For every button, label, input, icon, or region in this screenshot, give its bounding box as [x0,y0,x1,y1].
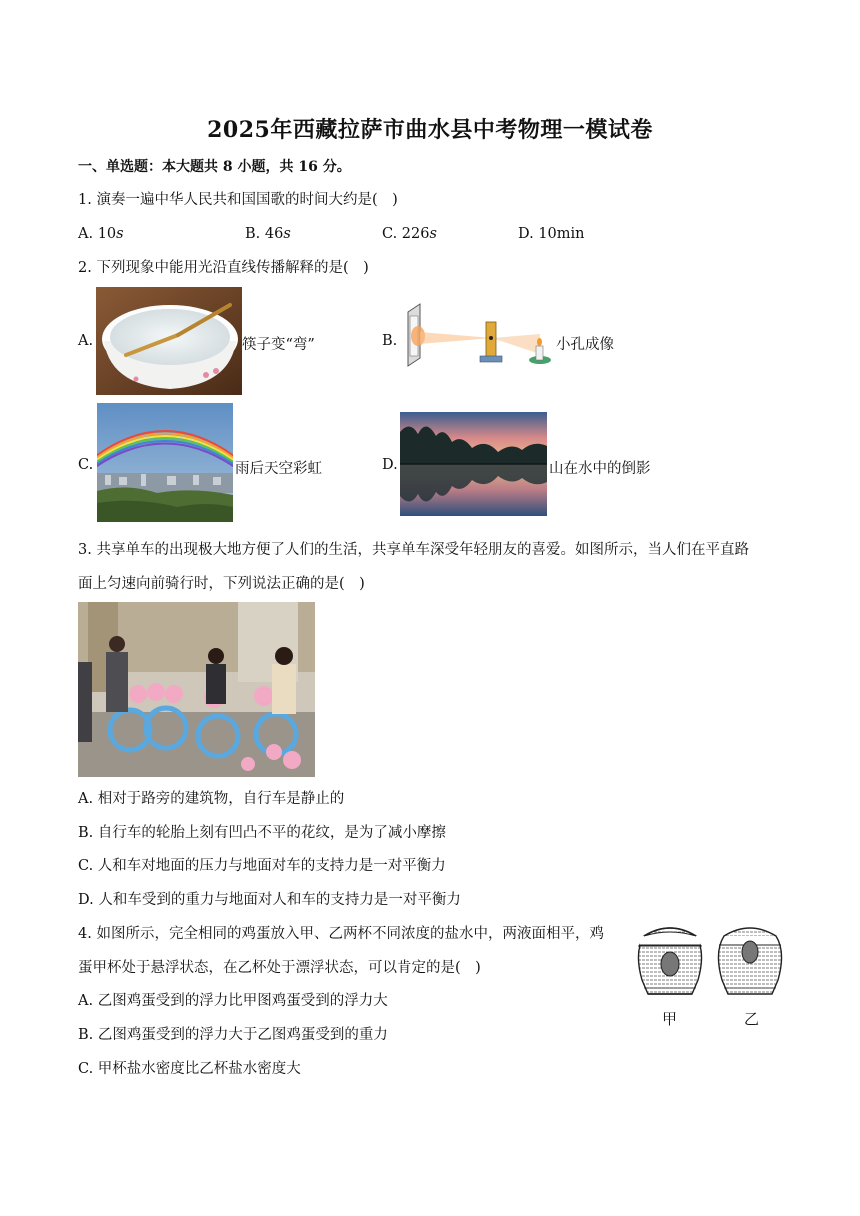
q1-option-d[interactable]: D. 10min [518,226,585,242]
mountain-reflection-photo [400,412,547,516]
q1-option-b[interactable]: B. 46s [245,226,291,242]
rainbow-photo [97,403,233,522]
question-2-stem: 2. 下列现象中能用光沿直线传播解释的是( ) [78,260,369,276]
q2-caption-b: 小孔成像 [556,337,614,353]
section-heading: 一、单选题：本大题共 8 小题，共 16 分。 [78,159,351,175]
question-4-stem-line1: 4. 如图所示，完全相同的鸡蛋放入甲、乙两杯不同浓度的盐水中，两液面相平，鸡 [78,926,604,942]
q4-option-c[interactable]: C. 甲杯盐水密度比乙杯盐水密度大 [78,1061,301,1077]
egg-cups-diagram [634,922,786,1006]
q1-option-c[interactable]: C. 226s [382,226,437,242]
question-1-stem: 1. 演奏一遍中华人民共和国国歌的时间大约是( ) [78,192,398,208]
q3-option-b[interactable]: B. 自行车的轮胎上刻有凹凸不平的花纹，是为了减小摩擦 [78,825,446,841]
q2-caption-a: 筷子变“弯” [242,337,315,353]
q3-option-a[interactable]: A. 相对于路旁的建筑物，自行车是静止的 [78,791,345,807]
q2-option-d-label[interactable]: D. [382,457,398,473]
q4-option-a[interactable]: A. 乙图鸡蛋受到的浮力比甲图鸡蛋受到的浮力大 [78,993,388,1009]
bowl-chopstick-photo [96,287,242,395]
shared-bike-photo [78,602,315,777]
q3-option-c[interactable]: C. 人和车对地面的压力与地面对车的支持力是一对平衡力 [78,858,446,874]
q4-option-b[interactable]: B. 乙图鸡蛋受到的浮力大于乙图鸡蛋受到的重力 [78,1027,388,1043]
question-3-stem-line2: 面上匀速向前骑行时，下列说法正确的是( ) [78,576,365,592]
q1-option-a[interactable]: A. 10s [78,226,124,242]
q2-caption-c: 雨后天空彩虹 [235,461,322,477]
q2-option-b-label[interactable]: B. [382,333,398,349]
question-3-stem-line1: 3. 共享单车的出现极大地方便了人们的生活，共享单车深受年轻朋友的喜爱。如图所示，当人们在平直路 [78,542,749,558]
q2-caption-d: 山在水中的倒影 [549,461,651,477]
pinhole-camera-diagram [400,302,560,372]
q3-option-d[interactable]: D. 人和车受到的重力与地面对人和车的支持力是一对平衡力 [78,892,461,908]
q2-option-c-label[interactable]: C. [78,457,94,473]
q2-option-a-label[interactable]: A. [78,333,94,349]
page-title: 2025年西藏拉萨市曲水县中考物理一模试卷 [207,117,653,143]
figure-label-yi: 乙 [744,1010,760,1028]
figure-label-jia: 甲 [662,1010,678,1028]
question-4-stem-line2: 蛋甲杯处于悬浮状态，在乙杯处于漂浮状态，可以肯定的是( ) [78,960,481,976]
